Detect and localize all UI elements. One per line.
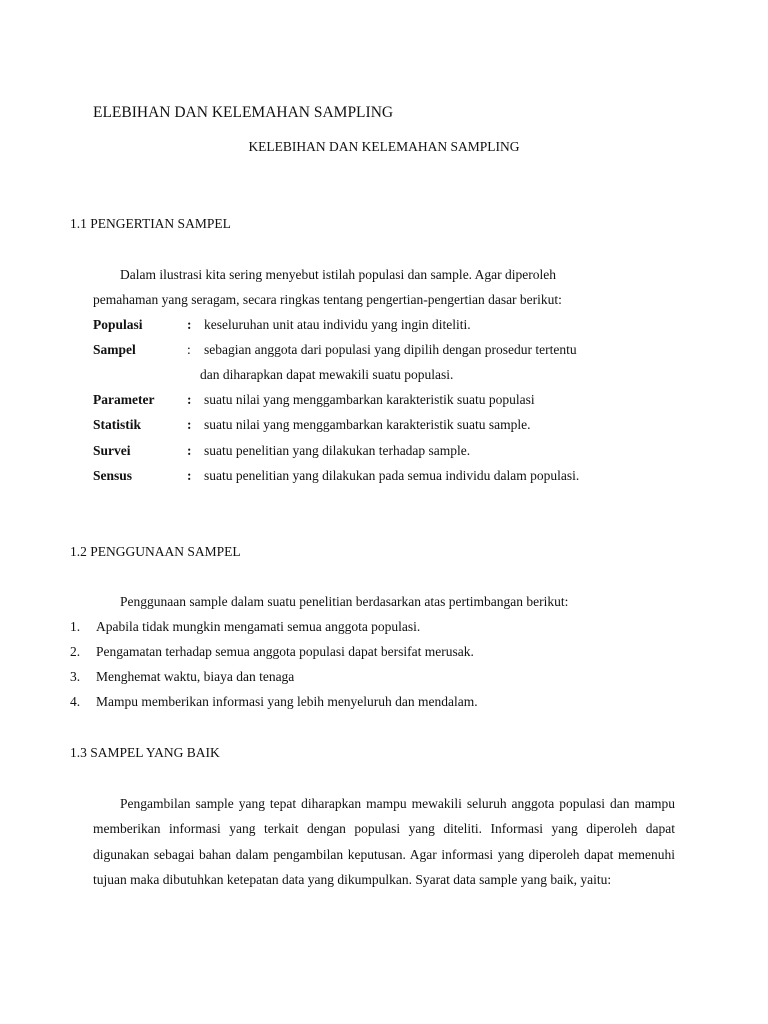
definition-term: Statistik [93,417,142,432]
list-item: Pengamatan terhadap semua anggota populasi dapat bersifat merusak. [96,644,474,659]
definition-desc: sebagian anggota dari populasi yang dipilih dengan prosedur tertentu [204,342,577,357]
section-heading-penggunaan: 1.2 PENGGUNAAN SAMPEL [70,544,241,559]
definition-desc-continued: dan diharapkan dapat mewakili suatu populasi. [200,367,454,382]
intro-line-1 [93,262,675,287]
list-item-number: 3. [70,669,81,684]
definition-colon: : [187,417,192,432]
definition-term: Sensus [93,468,133,483]
section-heading-pengertian: 1.1 PENGERTIAN SAMPEL [70,216,231,231]
list-item-number: 2. [70,644,81,659]
definition-desc: suatu penelitian yang dilakukan terhadap sample. [204,443,471,458]
definition-colon: : [187,468,192,483]
definition-colon: : [187,392,192,407]
document-title: ELEBIHAN DAN KELEMAHAN SAMPLING [93,104,394,121]
list-item: Mampu memberikan informasi yang lebih menyeluruh dan mendalam. [96,694,478,709]
section-heading-sampel-baik: 1.3 SAMPEL YANG BAIK [70,745,220,760]
sampel-baik-paragraph: Pengambilan sample yang tepat diharapkan mampu mewakili seluruh anggota populasi dan mampu memberikan informasi yang terkait dengan populasi yang diteliti. Informasi yang diperoleh dapat digunakan sebagai bahan dalam pengambilan keputusan. Agar informasi yang diperoleh dapat memenuhi tujuan maka dibutuhkan ketepatan data yang dikumpulkan. Syarat data sample yang baik, yaitu: [93,796,675,887]
intro-line-2: pemahaman yang seragam, secara ringkas tentang pengertian-pengertian dasar berikut: [93,292,562,308]
list-item: Menghemat waktu, biaya dan tenaga [96,669,295,684]
definition-colon: : [187,443,192,458]
definition-colon: : [187,317,192,332]
definition-desc: suatu nilai yang menggambarkan karakteristik suatu sample. [204,417,531,432]
definition-colon: : [187,342,191,357]
definition-term: Parameter [93,392,155,407]
definition-desc: suatu penelitian yang dilakukan pada semua individu dalam populasi. [204,468,580,483]
list-item: Apabila tidak mungkin mengamati semua anggota populasi. [96,619,421,634]
document-subtitle: KELEBIHAN DAN KELEMAHAN SAMPLING [248,139,520,154]
definition-term: Sampel [93,342,136,357]
intro-line-1-text: Dalam ilustrasi kita sering menyebut istilah populasi dan sample. Agar diperoleh [120,267,557,282]
definition-term: Populasi [93,317,143,332]
definition-desc: keseluruhan unit atau individu yang ingin diteliti. [204,317,471,332]
definition-term: Survei [93,443,131,458]
penggunaan-intro: Penggunaan sample dalam suatu penelitian berdasarkan atas pertimbangan berikut: [120,594,569,609]
definition-desc: suatu nilai yang menggambarkan karakteristik suatu populasi [204,392,535,407]
intro-paragraph [93,262,675,313]
list-item-number: 4. [70,694,81,709]
list-item-number: 1. [70,619,81,634]
